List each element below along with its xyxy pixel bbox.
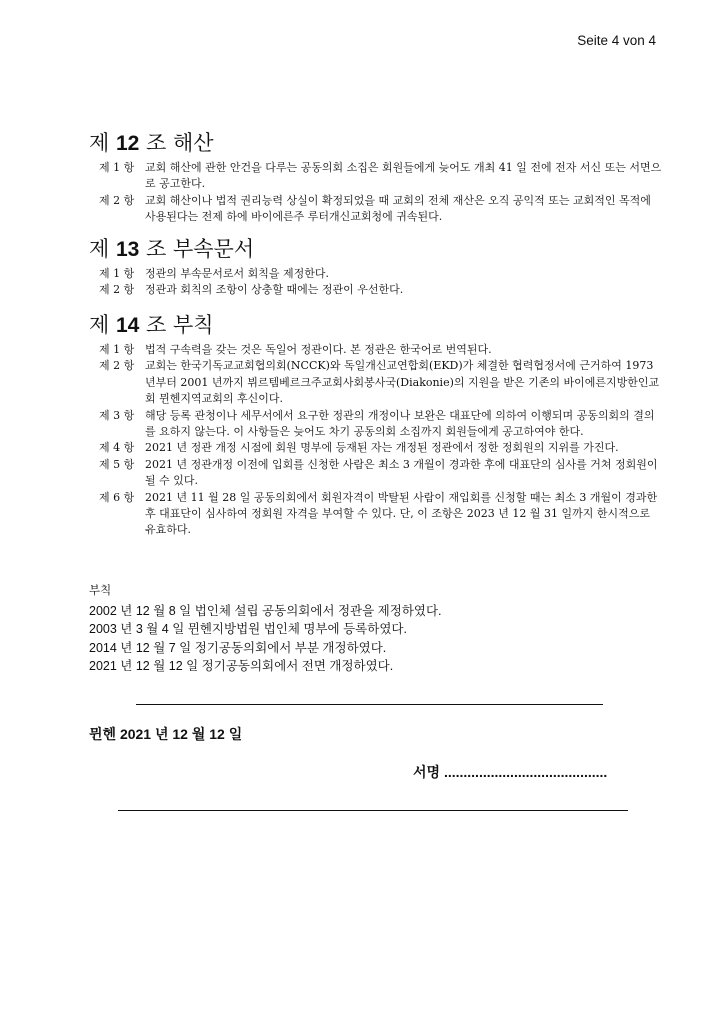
clause-text: 교회는 한국기독교교회협의회(NCCK)와 독일개신교연합회(EKD)가 체결한 협력협정서에 근거하여 1973 년부터 2001 년까지 뷔르템베르크주교회사회봉사국(Diakonie)의 지원을 받은 기존의 바이에른지방한인교회 뮌헨지역교회의 후신이다. [145, 359, 660, 406]
article-12-prefix: 제 [89, 131, 116, 155]
signature-line: 서명 .......................................... [413, 764, 608, 780]
article-12-title: 조 해산 [139, 131, 214, 155]
clause-label: 제 5 항 [99, 457, 135, 471]
clause-label: 제 2 항 [99, 359, 135, 373]
article-14-clause-5 [89, 457, 664, 490]
article-13-number: 13 [115, 238, 140, 261]
history-line: 2002 년 12 월 8 일 법인체 설립 공동의회에서 정관을 제정하였다. [89, 603, 442, 618]
article-13 [89, 236, 664, 299]
article-14-clause-4 [89, 440, 664, 456]
article-14-clause-6 [89, 490, 664, 539]
clause-label: 제 1 항 [99, 161, 135, 174]
adoption-history [89, 581, 649, 676]
article-14 [89, 312, 664, 539]
clause-label: 제 1 항 [99, 343, 135, 356]
article-14-clause-3 [89, 408, 664, 441]
history-line: 2014 년 12 월 7 일 정기공동의회에서 부분 개정하였다. [89, 640, 387, 655]
clause-label: 제 3 항 [99, 408, 135, 422]
history-line: 2003 년 3 월 4 일 뮌헨지방법원 법인체 명부에 등록하였다. [89, 622, 407, 636]
article-12 [89, 130, 664, 226]
article-14-number: 14 [115, 314, 140, 337]
clause-text: 교회 해산에 관한 안건을 다루는 공동의회 소집은 회원들에게 늦어도 개최 41 일 전에 전자 서신 또는 서면으로 공고한다. [145, 161, 662, 191]
page-number: Seite 4 von 4 [577, 33, 656, 48]
clause-text: 정관과 회칙의 조항이 상충할 때에는 정관이 우선한다. [145, 283, 404, 297]
clause-text: 정관의 부속문서로서 회칙을 제정한다. [145, 267, 330, 280]
clause-label: 제 2 항 [99, 283, 135, 297]
article-13-prefix: 제 [89, 237, 116, 261]
clause-label: 제 1 항 [99, 267, 135, 280]
clause-label: 제 2 항 [99, 193, 135, 207]
article-14-title: 조 부칙 [139, 313, 214, 337]
clause-text: 2021 년 11 월 28 일 공동의회에서 회원자격이 박탈된 사람이 재입회를 신청할 때는 최소 3 개월이 경과한 후 대표단이 심사하여 정회원 자격을 부여할 수 있다. 단, 이 조항은 2023 년 12 월 31 일까지 한시적으로 유효하다. [145, 490, 658, 537]
clause-text: 교회 해산이나 법적 권리능력 상실이 확정되었을 때 교회의 전체 재산은 오직 공익적 또는 교회적인 목적에 사용된다는 전제 하에 바이에른주 루터개신교회청에 귀속된다. [145, 193, 651, 224]
clause-text: 법적 구속력을 갖는 것은 독일어 정관이다. 본 정관은 한국어로 번역된다. [145, 343, 492, 356]
place-date: 뮌헨 2021 년 12 월 12 일 [89, 726, 243, 742]
signature-rule [118, 810, 628, 811]
article-13-heading [89, 236, 664, 263]
article-14-clause-2 [89, 358, 664, 407]
clause-text: 2021 년 정관 개정 시점에 회원 명부에 등재된 자는 개정된 정관에서 정한 정회원의 지위를 가진다. [145, 441, 619, 455]
article-13-clause-2 [89, 282, 664, 298]
article-12-heading [89, 130, 664, 157]
article-12-number: 12 [115, 132, 140, 155]
article-12-clause-1 [89, 160, 664, 193]
article-13-clause-1 [89, 266, 664, 282]
article-14-heading [89, 312, 664, 339]
article-14-prefix: 제 [89, 313, 116, 337]
divider-line [136, 704, 603, 705]
article-13-title: 조 부속문서 [139, 237, 255, 261]
history-line: 2021 년 12 월 12 일 정기공동의회에서 전면 개정하였다. [89, 659, 394, 673]
clause-text: 해당 등록 관청이나 세무서에서 요구한 정관의 개정이나 보완은 대표단에 의하여 이행되며 공동의회의 결의를 요하지 않는다. 이 사항들은 늦어도 차기 공동의회 소집까지 회원들에게 공고하여야 한다. [145, 408, 655, 439]
adoption-history-title: 부칙 [89, 583, 112, 597]
article-12-clause-2 [89, 193, 664, 226]
clause-text: 2021 년 정관개정 이전에 입회를 신청한 사람은 최소 3 개월이 경과한 후에 대표단의 심사를 거쳐 정회원이 될 수 있다. [145, 457, 658, 488]
clause-label: 제 6 항 [99, 490, 135, 504]
article-14-clause-1 [89, 342, 664, 358]
clause-label: 제 4 항 [99, 441, 135, 455]
